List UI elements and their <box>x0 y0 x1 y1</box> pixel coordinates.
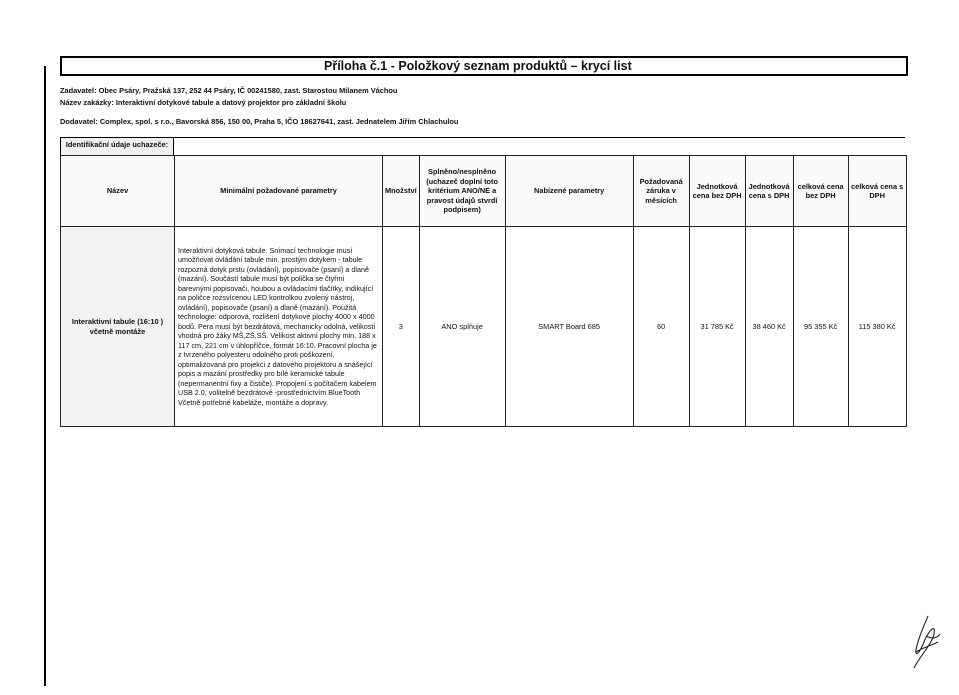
cell-splneno: ANO splňuje <box>419 227 505 427</box>
table-row <box>61 227 907 427</box>
header-parametry: Minimální požadované parametry <box>175 156 383 227</box>
cell-parametry: Interaktivní dotyková tabule. Snímací technologie musí umožňovat ovládání tabule min. prostým dotykem - tabule rozpozná dotyk prstu (ovládání), popisovače (psaní) a dlaně (mazání). Součástí tabule musí být polička se čtyřmi barevnými popisovači, houbou a ovládacími tlačítky, indikující na poličce rozsvícenou LED kontrolkou zvolený nástroj, ovládání), popisovače (psaní) a dlaně (mazání). Použitá technologie: odporová, rozlišení dotykové plochy 4000 x 4000 bodů. Pera musí být bezdrátová, mechanicky odolná, velikostí vhodná pro žáky MŠ,ZŠ,SŠ. Velikost aktivní plochy min. 188 x 117 cm, 221 cm v úhlopříčce, formát 16:10. Pracovní plocha je z tvrzeného polyesteru odolného proti poškození, optimalizovaná pro projekci z datového projektoru a snášející popis a mazání prostředky pro bílé keramické tabule (nepermanentní fixy a čističe). Propojení s počítačem kabelem USB 2.0, volitelně bezdrátové -prostřednictvím BlueTooth Včetně potřebné kabeláže, montáže a dopravy. <box>175 227 383 427</box>
header-splneno: Splněno/nesplněno (uchazeč doplní toto kritérium ANO/NE a pravost údajů stvrdí podpisem) <box>419 156 505 227</box>
header-mnozstvi: Množství <box>383 156 420 227</box>
header-jednotkova-s-dph: Jednotková cena s DPH <box>745 156 793 227</box>
cell-nabizene: SMART Board 685 <box>505 227 633 427</box>
cell-jednotkova-s-dph: 38 460 Kč <box>745 227 793 427</box>
header-zaruka: Požadovaná záruka v měsících <box>633 156 689 227</box>
header-nabizene: Nabízené parametry <box>505 156 633 227</box>
zakazka-line: Název zakázky: Interaktivní dotykové tabule a datový projektor pro základní školu <box>60 98 347 107</box>
cell-nazev: Interaktivní tabule (16:10 ) včetně montáže <box>61 227 175 427</box>
cell-celkova-bez-dph: 95 355 Kč <box>793 227 848 427</box>
left-margin-rule <box>44 66 46 686</box>
cell-jednotkova-bez-dph: 31 785 Kč <box>689 227 745 427</box>
handwritten-signature <box>906 612 946 672</box>
dodavatel-line: Dodavatel: Complex, spol. s r.o., Bavorská 856, 150 00, Praha 5, IČO 18627641, zast. Jednatelem Jiřím Chlachulou <box>60 117 459 126</box>
cell-celkova-s-dph: 115 380 Kč <box>848 227 906 427</box>
identification-header: Identifikační údaje uchazeče: <box>60 137 174 163</box>
product-table <box>60 155 907 427</box>
document-title-box <box>60 56 908 76</box>
document-title: Příloha č.1 - Položkový seznam produktů – krycí list <box>324 59 632 73</box>
cell-mnozstvi: 3 <box>383 227 420 427</box>
header-jednotkova-bez-dph: Jednotková cena bez DPH <box>689 156 745 227</box>
header-celkova-bez-dph: celková cena bez DPH <box>793 156 848 227</box>
header-rule <box>60 137 905 138</box>
header-celkova-s-dph: celková cena s DPH <box>848 156 906 227</box>
table-header-row <box>61 156 907 227</box>
cell-zaruka: 60 <box>633 227 689 427</box>
zadavatel-line: Zadavatel: Obec Psáry, Pražská 137, 252 44 Psáry, IČ 00241580, zast. Starostou Milanem Váchou <box>60 86 398 95</box>
header-nazev: Název <box>61 156 175 227</box>
